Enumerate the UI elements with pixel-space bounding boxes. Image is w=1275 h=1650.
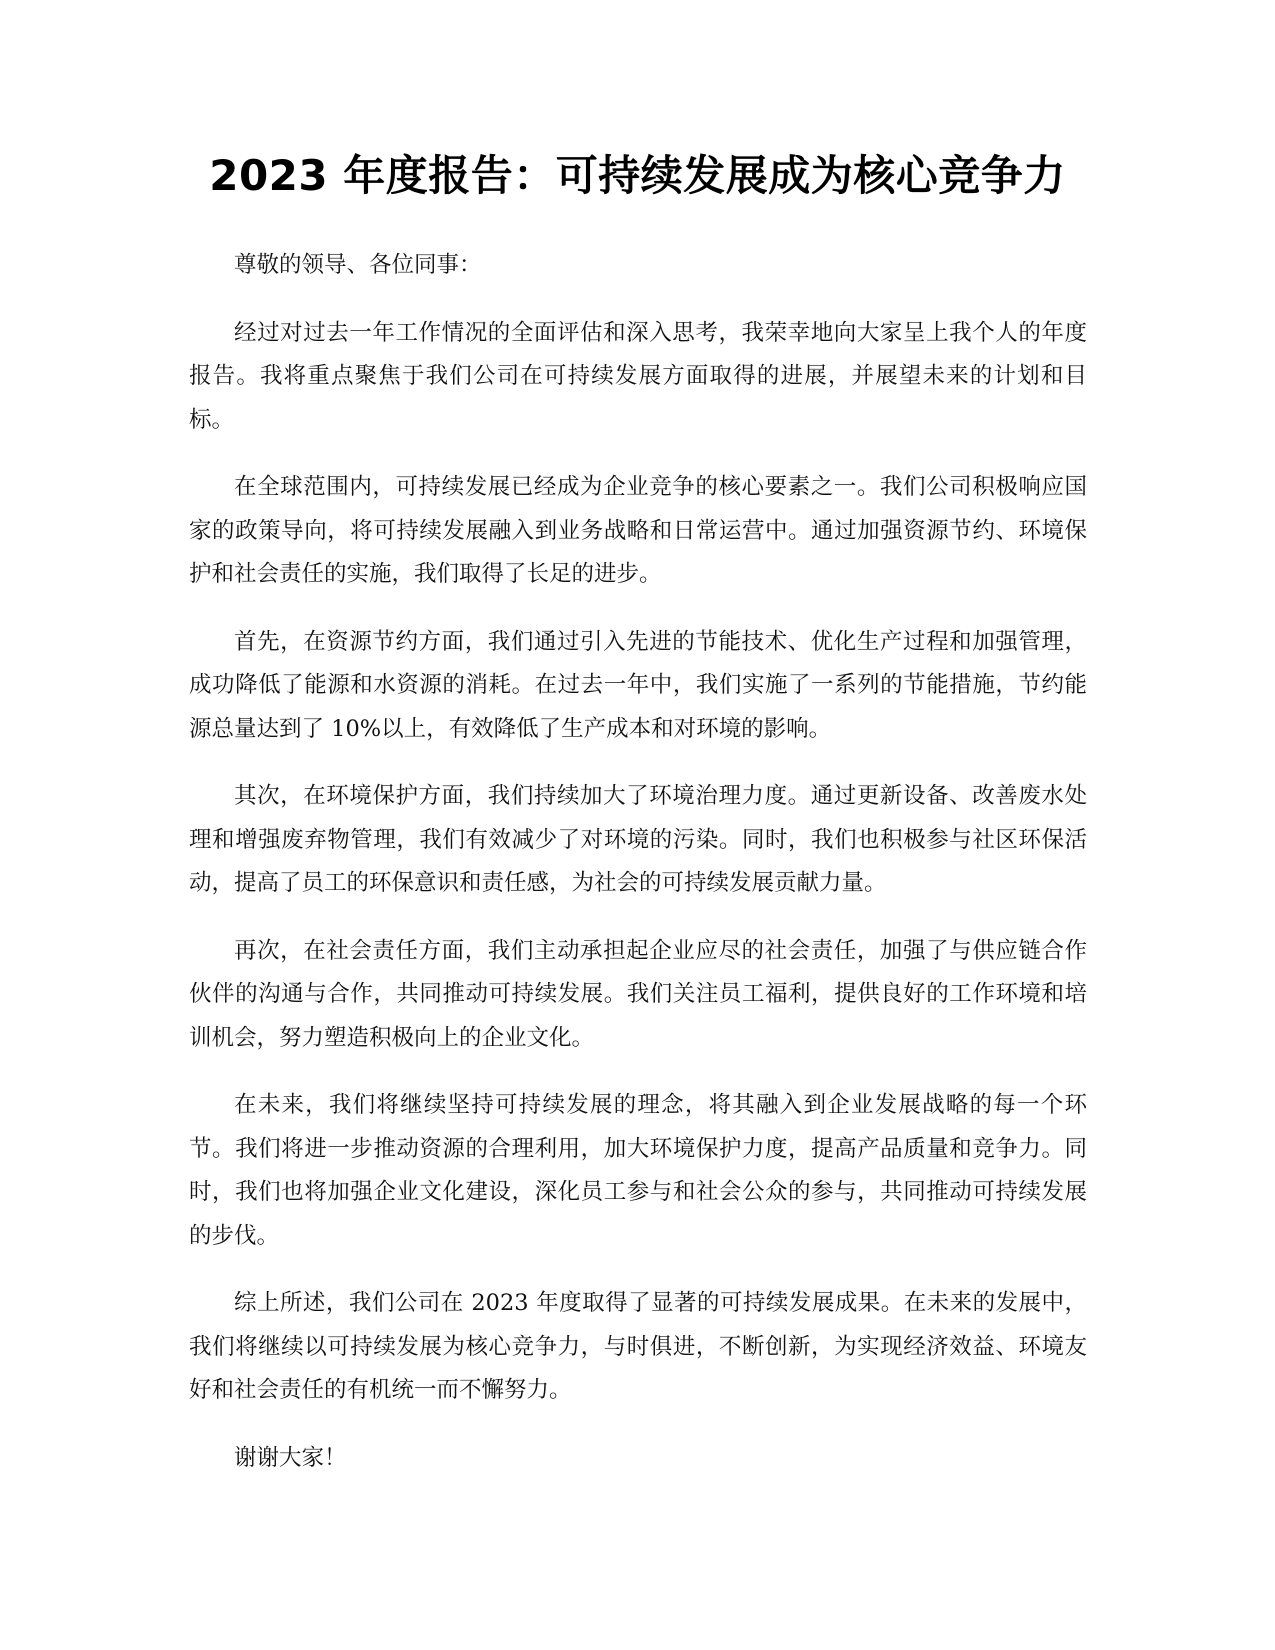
- paragraph-social-responsibility: 再次，在社会责任方面，我们主动承担起企业应尽的社会责任，加强了与供应链合作伙伴的沟通与合作，共同推动可持续发展。我们关注员工福利，提供良好的工作环境和培训机会，努力塑造积极向上的企业文化。: [189, 937, 1087, 1051]
- document-body: [189, 244, 1087, 1504]
- paragraph-environment: 其次，在环境保护方面，我们持续加大了环境治理力度。通过更新设备、改善废水处理和增强废弃物管理，我们有效减少了对环境的污染。同时，我们也积极参与社区环保活动，提高了员工的环保意识和责任感，为社会的可持续发展贡献力量。: [189, 783, 1087, 896]
- paragraph-summary: 综上所述，我们公司在 2023 年度取得了显著的可持续发展成果。在未来的发展中，我们将继续以可持续发展为核心竞争力，与时俱进，不断创新，为实现经济效益、环境友好和社会责任的有机统一而不懈努力。: [189, 1290, 1087, 1403]
- paragraph-global-context: 在全球范围内，可持续发展已经成为企业竞争的核心要素之一。我们公司积极响应国家的政策导向，将可持续发展融入到业务战略和日常运营中。通过加强资源节约、环境保护和社会责任的实施，我们取得了长足的进步。: [189, 474, 1087, 587]
- paragraph-resource-saving: 首先，在资源节约方面，我们通过引入先进的节能技术、优化生产过程和加强管理，成功降低了能源和水资源的消耗。在过去一年中，我们实施了一系列的节能措施，节约能源总量达到了 10%以上，有效降低了生产成本和对环境的影响。: [189, 628, 1087, 742]
- paragraph-intro: 经过对过去一年工作情况的全面评估和深入思考，我荣幸地向大家呈上我个人的年度报告。我将重点聚焦于我们公司在可持续发展方面取得的进展，并展望未来的计划和目标。: [189, 319, 1087, 433]
- paragraph-future: 在未来，我们将继续坚持可持续发展的理念，将其融入到企业发展战略的每一个环节。我们将进一步推动资源的合理利用，加大环境保护力度，提高产品质量和竞争力。同时，我们也将加强企业文化建设，深化员工参与和社会公众的参与，共同推动可持续发展的步伐。: [189, 1092, 1087, 1249]
- closing: 谢谢大家！: [234, 1444, 347, 1471]
- salutation: 尊敬的领导、各位同事：: [234, 252, 482, 278]
- document-title: 2023 年度报告：可持续发展成为核心竞争力: [209, 151, 1066, 200]
